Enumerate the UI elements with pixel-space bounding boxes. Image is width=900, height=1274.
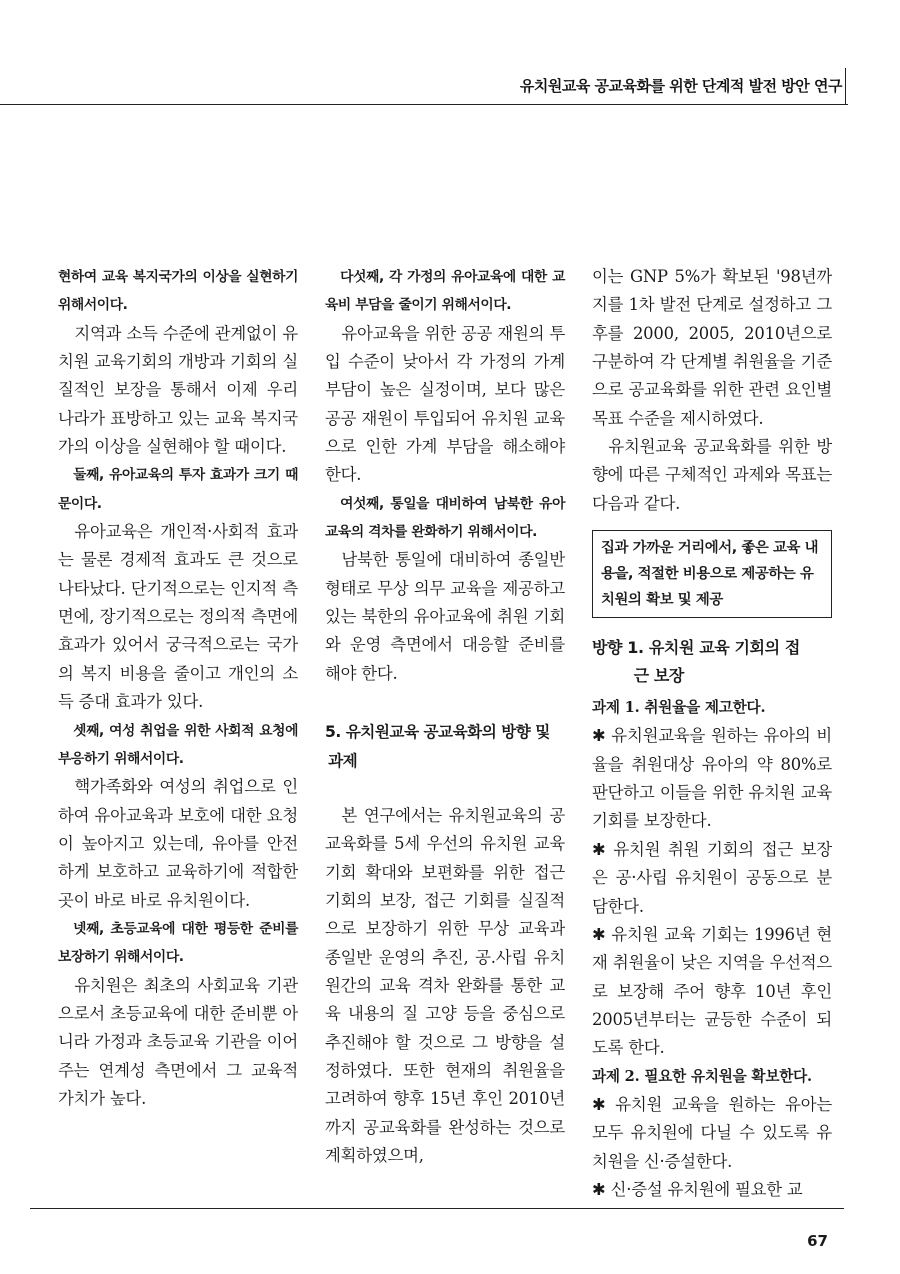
section-heading (325, 718, 565, 775)
bullet-icon: ✱ (592, 1094, 606, 1114)
paragraph: 유치원교육 공교육화를 위한 방향에 따른 구체적인 과제와 목표는 다음과 같다. (592, 437, 832, 513)
top-rule (0, 104, 848, 105)
paragraph-lead: 다섯째, 각 가정의 유아교육에 대한 교육비 부담을 줄이기 위해서이다. (325, 269, 565, 314)
page-number: 67 (807, 1232, 828, 1250)
paragraph: 남북한 통일에 대비하여 종일반 형태로 무상 의무 교육을 제공하고 있는 북한의 유아교육에 취원 기회와 운영 측면에서 대응할 준비를 해야 한다. (325, 550, 565, 683)
paragraph: 유아교육을 위한 공공 재원의 투입 수준이 낮아서 각 가정의 가계 부담이 높은 실정이며, 보다 많은 공공 재원이 투입되어 유치원 교육으로 인한 가계 부담을 해소해야 한다. (325, 323, 565, 485)
bottom-rule (30, 1208, 844, 1209)
bullet-icon: ✱ (592, 924, 606, 944)
task-heading: 과제 2. 필요한 유치원을 확보한다. (592, 1067, 812, 1085)
running-header: 유치원교육 공교육화를 위한 단계적 발전 방안 연구 (519, 77, 842, 95)
paragraph: 유아교육은 개인적·사회적 효과는 물론 경제적 효과도 큰 것으로 나타났다. 단기적으로는 인지적 측면에, 장기적으로는 정의적 측면에 효과가 있어서 궁극적으로는 국가의 복지 비용을 줄이고 개인의 소득 증대 효과가 있다. (58, 522, 298, 712)
section-heading-line: 과제 (328, 751, 358, 770)
bullet-text: 유치원 교육을 원하는 유아는 모두 유치원에 다닐 수 있도록 유치원을 신·증설한다. (592, 1094, 832, 1171)
paragraph: 핵가족화와 여성의 취업으로 인하여 유아교육과 보호에 대한 요청이 높아지고 있는데, 유아를 안전하게 보호하고 교육하기에 적합한 곳이 바로 바로 유치원이다. (58, 777, 298, 910)
column-1 (58, 263, 298, 1113)
direction-heading-line: 근 보장 (633, 666, 684, 686)
paragraph-lead: 넷째, 초등교육에 대한 평등한 준비를 보장하기 위해서이다. (58, 920, 298, 966)
bullet-text: 유치원 교육 기회는 1996년 현재 취원율이 낮은 지역을 우선적으로 보장해 주어 향후 10년 후인 2005년부터는 균등한 수준이 되도록 한다. (592, 924, 832, 1058)
direction-heading (592, 634, 832, 690)
column-2 (325, 263, 565, 1170)
bullet-text: 신·증설 유치원에 필요한 교 (610, 1179, 803, 1199)
paragraph: 유치원은 최초의 사회교육 기관으로서 초등교육에 대한 준비뿐 아니라 가정과 초등교육 기관을 이어주는 연계성 측면에서 그 교육적 가치가 높다. (58, 975, 298, 1108)
bullet-text: 유치원교육을 원하는 유아의 비율을 취원대상 유아의 약 80%로 판단하고 이들을 위한 유치원 교육 기회를 보장한다. (592, 726, 833, 831)
paragraph-lead: 둘째, 유아교육의 투자 효과가 크기 때문이다. (58, 467, 298, 512)
bullet-icon: ✱ (592, 1179, 606, 1199)
bullet-text: 유치원 취원 기회의 접근 보장은 공·사립 유치원이 공동으로 분담한다. (592, 839, 833, 916)
task-heading: 과제 1. 취원율을 제고한다. (592, 699, 766, 717)
column-3 (592, 263, 832, 1204)
bullet-icon: ✱ (592, 839, 606, 859)
paragraph-lead: 여섯째, 통일을 대비하여 남북한 유아교육의 격차를 완화하기 위해서이다. (325, 495, 565, 541)
direction-heading-line: 방향 1. 유치원 교육 기회의 접 (592, 638, 800, 658)
paragraph-lead: 셋째, 여성 취업을 위한 사회적 요청에 부응하기 위해서이다. (58, 722, 298, 767)
paragraph: 이는 GNP 5%가 확보된 '98년까지를 1차 발전 단계로 설정하고 그 후를 2000, 2005, 2010년으로 구분하여 각 단계별 취원율을 기준으로 공교육화를 위한 관련 요인별 목표 수준을 제시하였다. (592, 267, 832, 428)
section-heading-line: 5. 유치원교육 공교육화의 방향 및 (325, 723, 550, 742)
paragraph: 지역과 소득 수준에 관계없이 유치원 교육기회의 개방과 기회의 실질적인 보장을 통해서 이제 우리 나라가 표방하고 있는 교육 복지국가의 이상을 실현해야 할 때이다. (58, 323, 298, 457)
goal-box: 집과 가까운 거리에서, 좋은 교육 내용을, 적절한 비용으로 제공하는 유치원의 확보 및 제공 (592, 530, 832, 618)
bullet-icon: ✱ (592, 726, 606, 746)
paragraph: 본 연구에서는 유치원교육의 공교육화를 5세 우선의 유치원 교육기회 확대와 보편화를 위한 접근 기회의 보장, 접근 기회를 실질적으로 보장하기 위한 무상 교육과 종일반 운영의 추진, 공.사립 유치원간의 교육 격차 완화를 통한 교육 내용의 질 고양 등을 중심으로 추진해야 할 것으로 그 방향을 설정하였다. 또한 현재의 취원율을 고려하여 향후 15년 후인 2010년까지 공교육화를 완성하는 것으로 계획하였으며, (325, 805, 565, 1165)
paragraph-lead: 현하여 교육 복지국가의 이상을 실현하기 위해서이다. (58, 269, 298, 314)
header-divider (845, 68, 846, 105)
